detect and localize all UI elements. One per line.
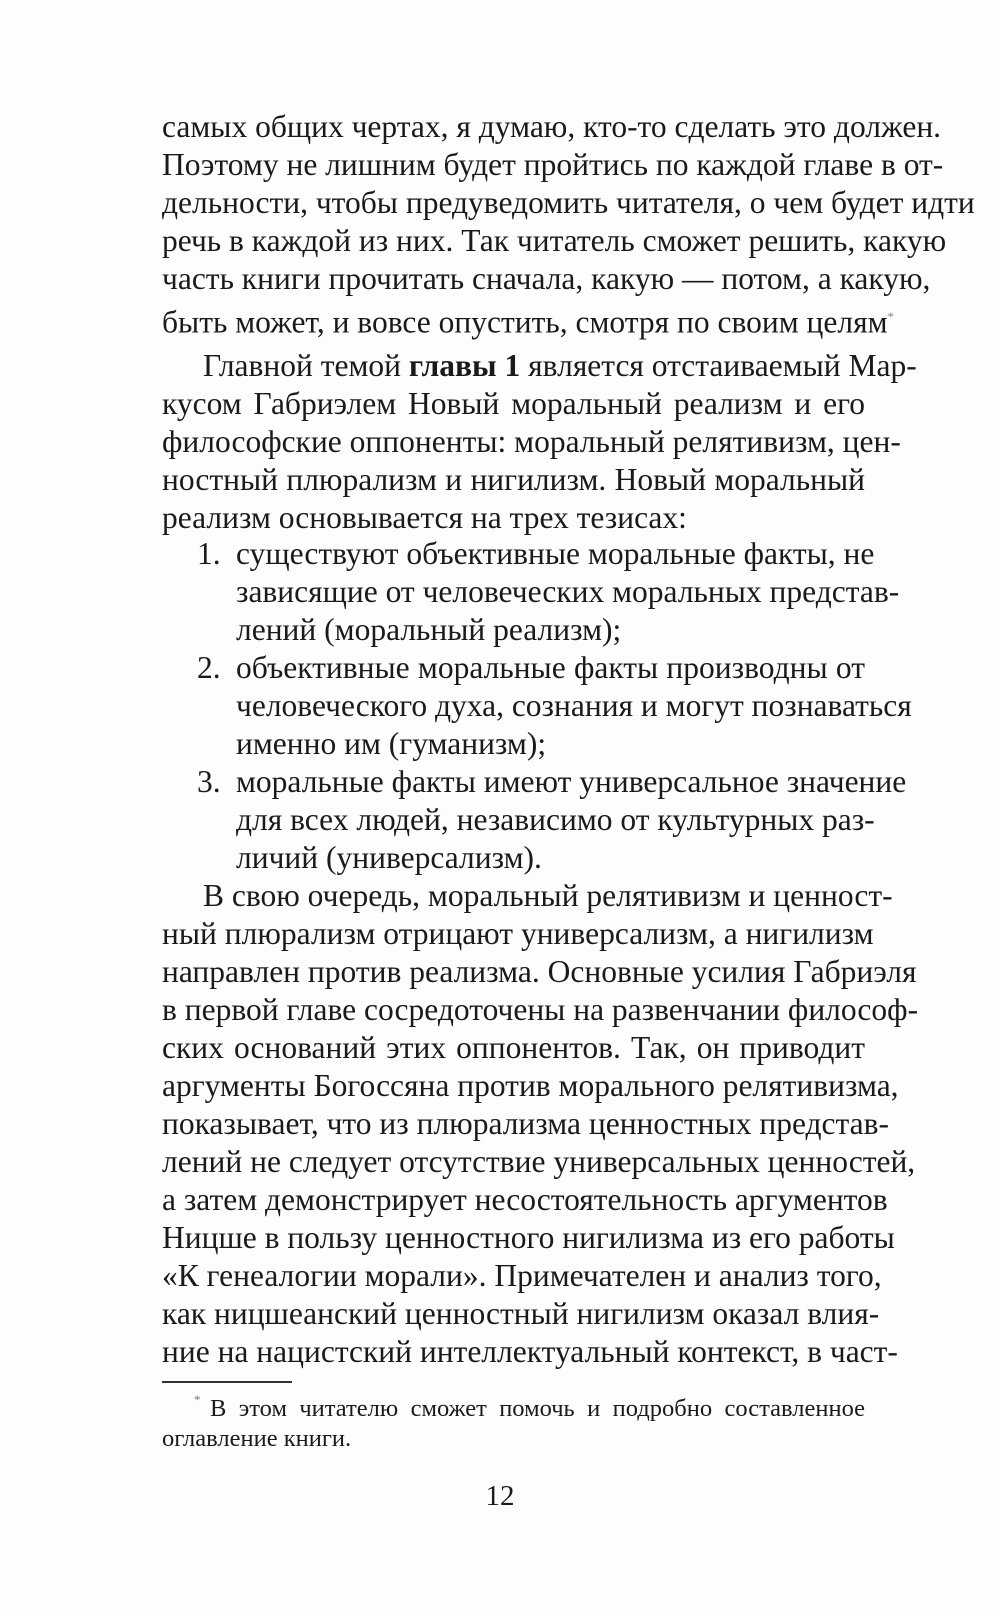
text-line: ских оснований этих оппонентов. Так, он приводит: [162, 1030, 865, 1065]
text-line: самых общих чертах, я думаю, кто-то сделать это должен.: [162, 109, 942, 144]
text-line: объективные моральные факты производны от: [236, 650, 865, 685]
text-line: речь в каждой из них. Так читатель сможет решить, какую: [162, 223, 947, 258]
footnote-divider: [162, 1381, 292, 1383]
text-line: показывает, что из плюрализма ценностных представ-: [162, 1106, 890, 1141]
text-line: философские оппоненты: моральный релятивизм, цен-: [162, 424, 901, 459]
page-number: 12: [485, 1480, 515, 1512]
chapter-reference: главы 1: [408, 348, 521, 383]
text-line: ние на нацистский интеллектуальный контекст, в част-: [162, 1334, 898, 1369]
text-line: [203, 346, 917, 386]
list-item-number: 2.: [197, 650, 221, 685]
list-item-number: 1.: [197, 536, 221, 571]
footnote-mark: *: [194, 1392, 201, 1407]
text-line: человеческого духа, сознания и могут познаваться: [236, 688, 912, 723]
text-line: реализм основывается на трех тезисах:: [162, 500, 687, 535]
text-line: дельности, чтобы предуведомить читателя, о чем будет идти: [162, 185, 975, 220]
text-line: ный плюрализм отрицают универсализм, а нигилизм: [162, 916, 874, 951]
text-line: а затем демонстрирует несостоятельность аргументов: [162, 1182, 888, 1217]
text-line: ностный плюрализм и нигилизм. Новый моральный: [162, 462, 865, 497]
text-line: кусом Габриэлем Новый моральный реализм и его: [162, 386, 865, 421]
list-item-number: 3.: [197, 764, 221, 799]
text-line: личий (универсализм).: [236, 840, 542, 875]
text-line: В свою очередь, моральный релятивизм и ценност-: [203, 878, 893, 913]
text-line: для всех людей, независимо от культурных раз-: [236, 802, 875, 837]
text-line: именно им (гуманизм);: [236, 726, 547, 761]
text-line: существуют объективные моральные факты, не: [236, 536, 875, 571]
text-line: как ницшеанский ценностный нигилизм оказал влия-: [162, 1296, 880, 1331]
text-line: зависящие от человеческих моральных представ-: [236, 574, 900, 609]
text-line: лений (моральный реализм);: [236, 612, 622, 647]
text-line: [162, 297, 894, 340]
text-line: часть книги прочитать сначала, какую — потом, а какую,: [162, 261, 931, 296]
text-line: направлен против реализма. Основные усилия Габриэля: [162, 954, 917, 989]
text-segment: является отстаиваемый Мар-: [528, 348, 917, 383]
text-line: «К генеалогии морали». Примечателен и анализ того,: [162, 1258, 882, 1293]
footnote-reference[interactable]: *: [887, 309, 894, 324]
footnote-line: оглавление книги.: [162, 1425, 352, 1452]
text-line: Ницше в пользу ценностного нигилизма из его работы: [162, 1220, 895, 1255]
text-line: лений не следует отсутствие универсальных ценностей,: [162, 1144, 916, 1179]
text-line: моральные факты имеют универсальное значение: [236, 764, 907, 799]
text-line: аргументы Богоссяна против морального релятивизма,: [162, 1068, 899, 1103]
text-segment: Главной темой: [203, 348, 402, 383]
text-line: в первой главе сосредоточены на развенчании философ-: [162, 992, 919, 1027]
text-line-content: быть может, и вовсе опустить, смотря по своим целям: [162, 304, 888, 340]
footnote-line: В этом читателю сможет помочь и подробно составленное: [210, 1395, 865, 1422]
text-line: Поэтому не лишним будет пройтись по каждой главе в от-: [162, 147, 944, 182]
